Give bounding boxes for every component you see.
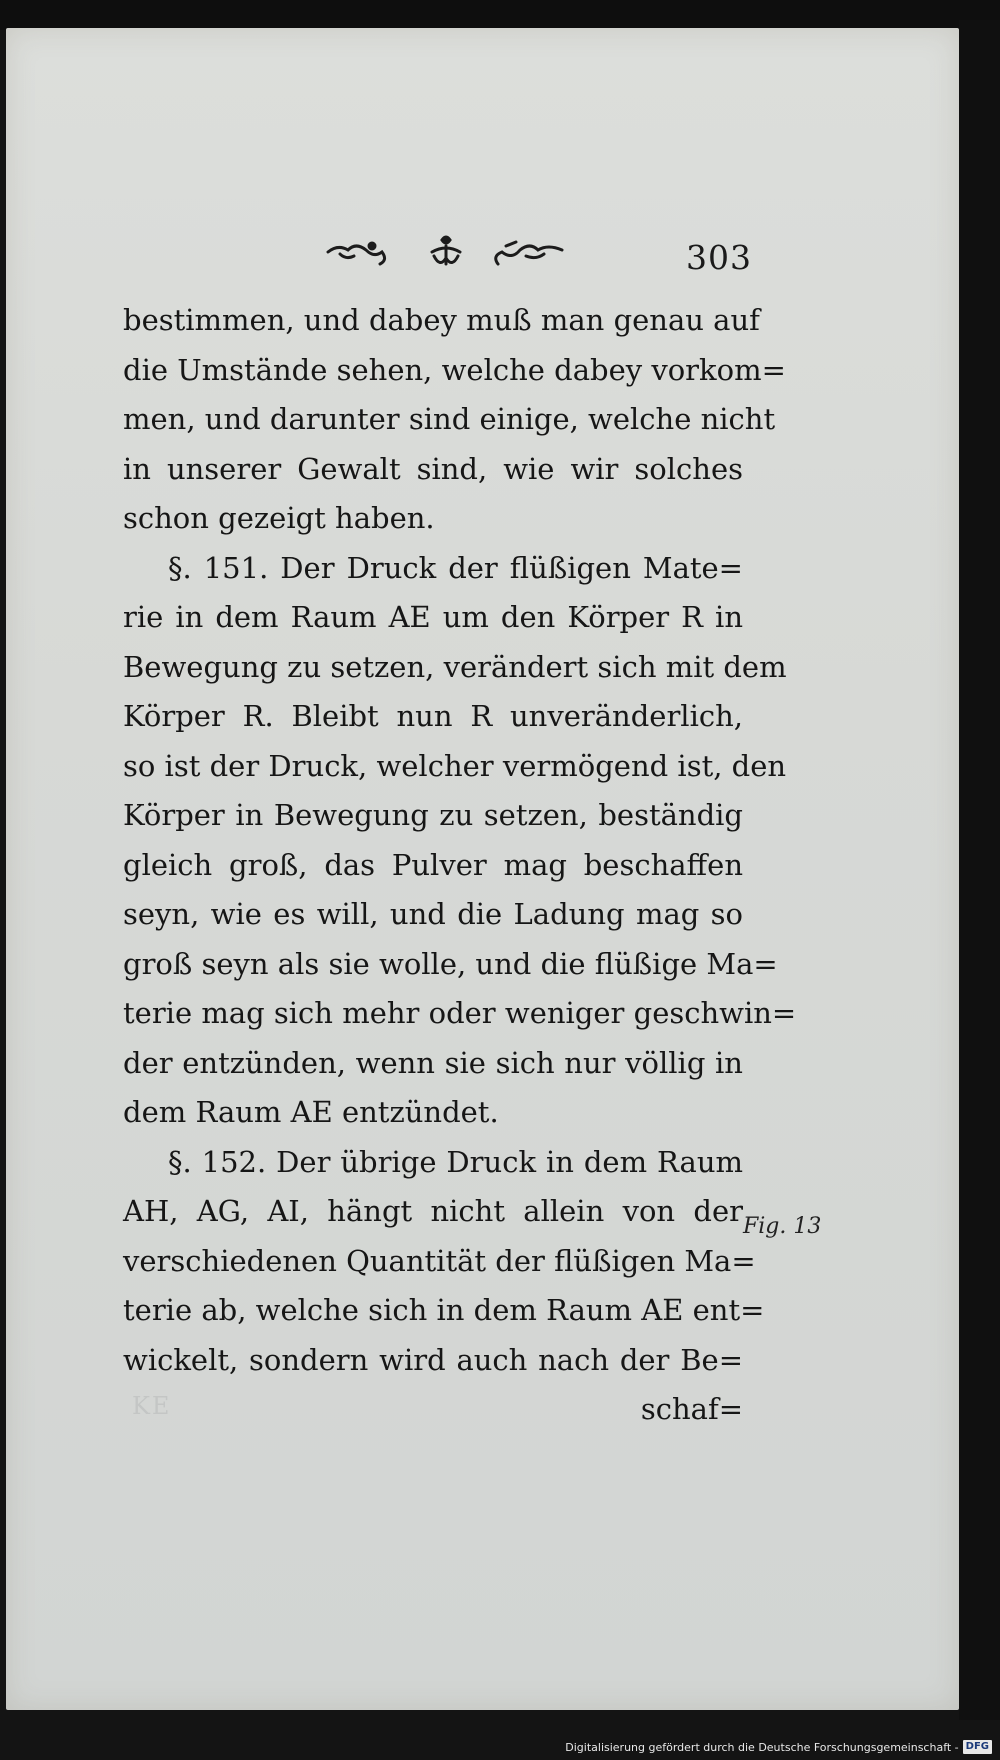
catchword: schaf= [640,1392,743,1426]
text-line: dem Raum AE entzündet. [123,1095,499,1129]
text-line: wickelt, sondern wird auch nach der Be= [123,1342,743,1377]
text-line: schon gezeigt haben. [123,501,435,535]
scan-right-edge [959,20,1000,1720]
paragraph-152-start: §. 152. Der übrige Druck in dem Raum [168,1144,743,1179]
scan-top-edge [0,0,1000,30]
book-page [6,28,959,1710]
text-line: Körper R. Bleibt nun R unveränderlich, [123,699,743,733]
text-line: groß seyn als sie wolle, und die flüßige Ma= [123,946,778,981]
text-line: men, und darunter sind einige, welche nicht [123,402,776,436]
text-line: AH, AG, AI, hängt nicht allein von der [123,1194,743,1228]
floral-ornament-icon [326,234,566,274]
figure-reference-note: Fig. 13 [743,1214,822,1239]
text-line: verschiedenen Quantität der flüßigen Ma= [123,1243,756,1278]
text-line: Körper in Bewegung zu setzen, beständig [123,798,743,832]
text-line: gleich groß, das Pulver mag beschaffen [123,847,743,882]
dfg-logo: DFG [963,1740,992,1754]
page-header [6,234,959,284]
paragraph-151-start: §. 151. Der Druck der flüßigen Mate= [168,550,743,585]
text-line: Bewegung zu setzen, verändert sich mit dem [123,649,787,684]
page-number: 303 [686,238,752,277]
text-line: rie in dem Raum AE um den Körper R in [123,600,743,634]
text-line: in unserer Gewalt sind, wie wir solches [123,451,743,486]
text-line: bestimmen, und dabey muß man genau auf [123,303,760,337]
bleed-through-text: KE [132,1392,172,1420]
credit-text: Digitalisierung gefördert durch die Deutsche Forschungsgemeinschaft - [565,1740,959,1754]
text-line: so ist der Druck, welcher vermögend ist, den [123,748,787,783]
digitization-credit [565,1738,992,1756]
text-line: die Umstände sehen, welche dabey vorkom= [123,352,786,387]
text-line: terie ab, welche sich in dem Raum AE ent= [123,1293,765,1327]
text-line: der entzünden, wenn sie sich nur völlig in [123,1045,743,1080]
text-line: terie mag sich mehr oder weniger geschwin= [123,996,797,1030]
text-line: seyn, wie es will, und die Ladung mag so [123,897,743,931]
